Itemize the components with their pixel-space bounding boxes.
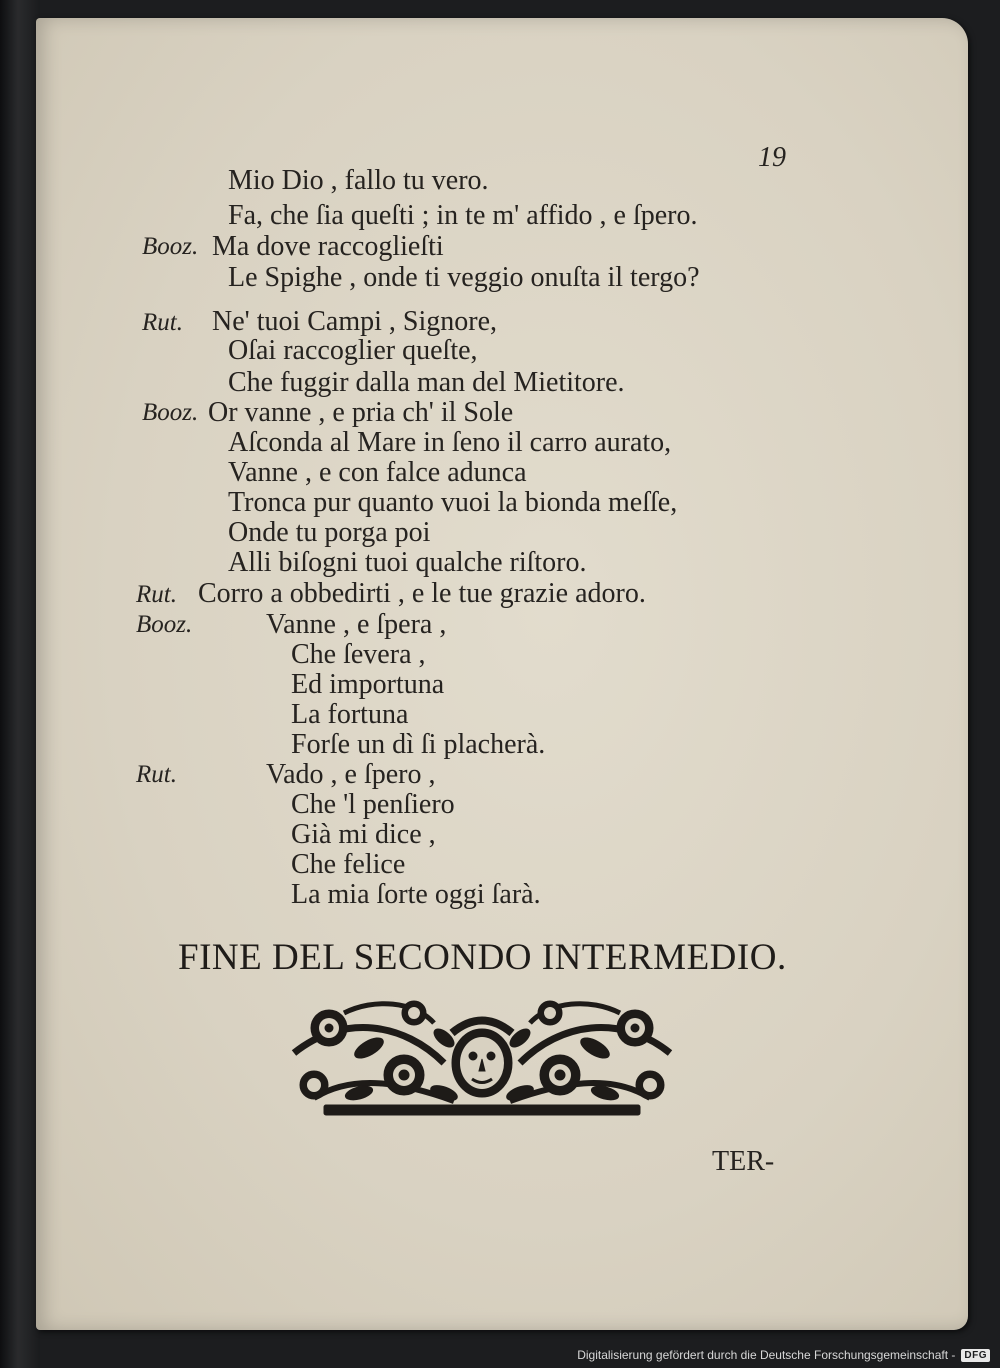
speaker-label: Booz. [142,399,199,426]
catchword: TER- [712,1146,775,1177]
verse-line: Che ſevera , [291,639,426,670]
speaker-label: Booz. [136,611,193,638]
credit-text: Digitalisierung gefördert durch die Deutsche Forschungsgemeinschaft - [577,1348,956,1362]
verse-line: Corro a obbedirti , e le tue grazie adoro. [198,578,646,609]
closing-heading: FINE DEL SECONDO INTERMEDIO. [178,937,787,978]
verse-line: Tronca pur quanto vuoi la bionda meſſe, [228,487,678,518]
verse-line: La mia ſorte oggi ſarà. [291,879,541,910]
verse-line: Alli biſogni tuoi qualche riſtoro. [228,547,587,578]
verse-line: Che fuggir dalla man del Mietitore. [228,367,625,398]
book-binding [0,0,40,1368]
verse-line: Mio Dio , fallo tu vero. [228,165,489,196]
verse-line: La fortuna [291,699,409,730]
digitization-credit [577,1344,990,1366]
verse-line: Vado , e ſpero , [266,759,436,790]
verse-line: Ed importuna [291,669,445,700]
verse-line: Vanne , e con falce adunca [228,457,527,488]
dfg-logo: DFG [961,1349,990,1362]
verse-line: Aſconda al Mare in ſeno il carro aurato, [228,427,672,458]
speaker-label: Booz. [142,233,199,260]
verse-line: Che felice [291,849,406,880]
speaker-label: Rut. [136,761,177,788]
verse-line: Vanne , e ſpera , [266,609,447,640]
speaker-label: Rut. [142,309,183,336]
page-number: 19 [758,142,786,173]
verse-line: Già mi dice , [291,819,436,850]
speaker-label: Rut. [136,581,177,608]
verse-line: Or vanne , e pria ch' il Sole [208,397,514,428]
floral-woodcut-with-face-icon [284,993,680,1121]
book-page [36,18,968,1330]
verse-line: Forſe un dì ſi placherà. [291,729,546,760]
verse-line: Le Spighe , onde ti veggio onuſta il tergo? [228,262,700,293]
verse-line: Oſai raccoglier queſte, [228,335,478,366]
verse-line: Ne' tuoi Campi , Signore, [212,306,498,337]
verse-line: Che 'l penſiero [291,789,455,820]
verse-line: Fa, che ſia queſti ; in te m' affido , e ſpero. [228,200,698,231]
verse-line: Onde tu porga poi [228,517,431,548]
verse-line: Ma dove raccoglieſti [212,231,444,262]
